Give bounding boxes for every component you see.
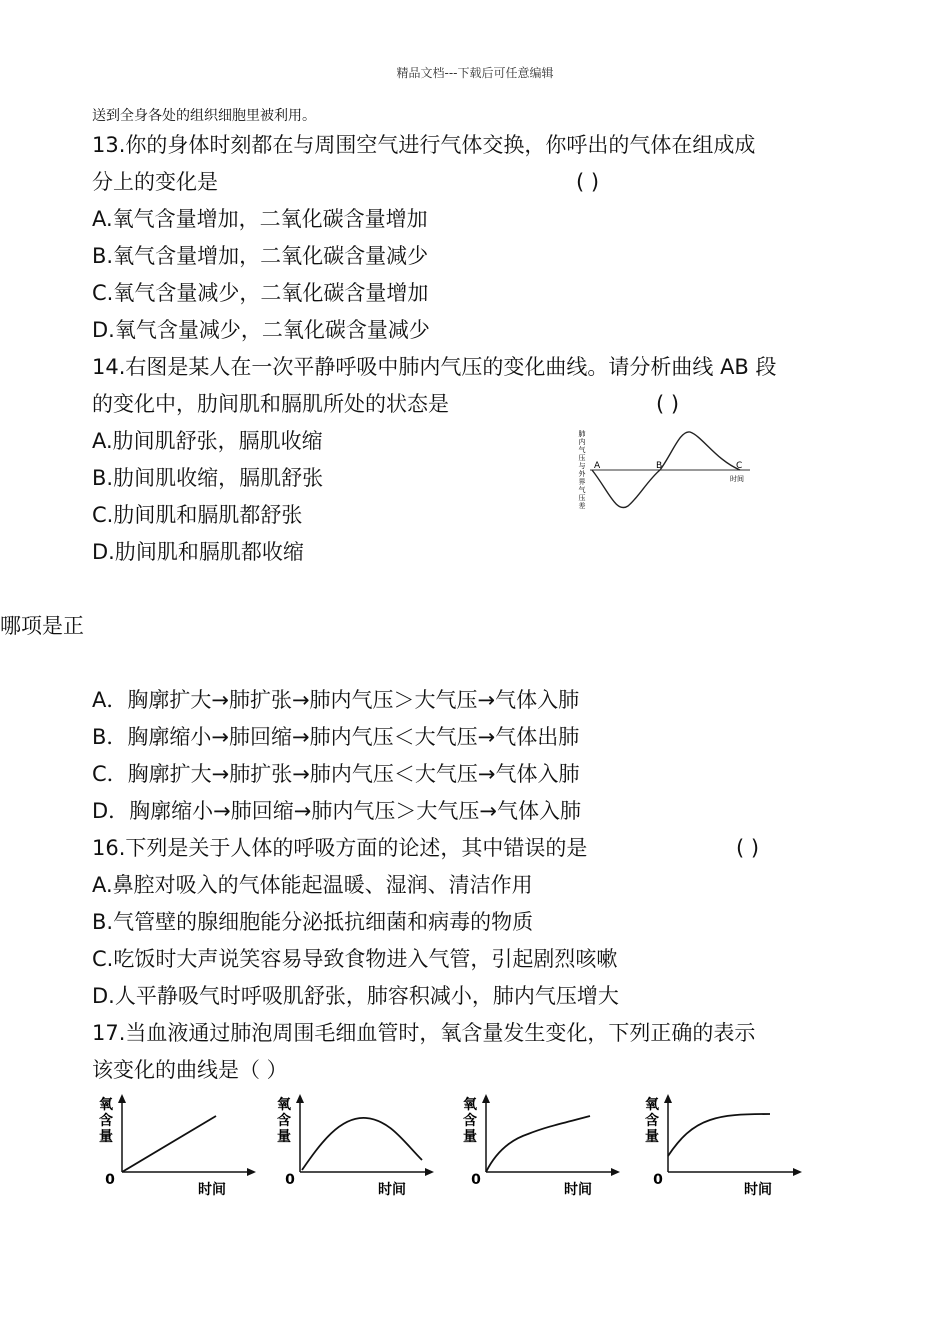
q14-option-b: B.肋间肌收缩，膈肌舒张: [92, 466, 324, 490]
q14-x-axis-label: 时间: [730, 475, 744, 483]
q17-graph-4-xlabel: 时间: [744, 1182, 772, 1198]
q17-graph-4: [638, 1094, 810, 1200]
q17-graph-3-origin: 0: [471, 1172, 481, 1188]
q17-graph-4-curve: [668, 1114, 770, 1156]
q14-point-a: A: [594, 461, 601, 471]
q17-graph-4-ylabel: 含: [645, 1113, 659, 1129]
q17-graph-2-origin: 0: [285, 1172, 295, 1188]
q16-answer-paren: ( ): [736, 836, 760, 860]
q17-graph-4-ylabel: 量: [645, 1129, 659, 1145]
q17-graph-2-xlabel: 时间: [378, 1182, 406, 1198]
q17-graph-1-origin: 0: [105, 1172, 115, 1188]
q13-answer-paren: ( ): [576, 170, 600, 194]
q17-graph-3: [456, 1094, 628, 1200]
q17-graph-4-x-arrow: [793, 1168, 802, 1176]
q14-point-c: C: [736, 461, 743, 471]
q17-graph-2-ylabel: 氧: [277, 1097, 291, 1113]
q17-graph-2-y-arrow: [296, 1094, 304, 1103]
q15-option-b: B．胸廓缩小→肺回缩→肺内气压＜大气压→气体出肺: [92, 725, 580, 749]
q17-graph-2-curve: [302, 1118, 422, 1170]
q14-y-label-char: 内: [578, 438, 586, 446]
q17-graph-2-x-arrow: [425, 1168, 434, 1176]
q15-option-c: C．胸廓扩大→肺扩张→肺内气压＜大气压→气体入肺: [92, 762, 580, 786]
q14-stem-line-2: 的变化中，肋间肌和膈肌所处的状态是: [92, 392, 449, 416]
q17-graph-3-x-arrow: [611, 1168, 620, 1176]
q14-stem-line-1: 14.右图是某人在一次平静呼吸中肺内气压的变化曲线。请分析曲线 AB 段: [92, 355, 777, 379]
page-header: 精品文档---下载后可任意编辑: [396, 66, 554, 80]
q14-y-label-char: 气: [578, 486, 586, 494]
q17-stem-line-1: 17.当血液通过肺泡周围毛细血管时，氧含量发生变化，下列正确的表示: [92, 1021, 756, 1045]
q14-option-a: A.肋间肌舒张，膈肌收缩: [92, 429, 323, 453]
q14-y-label-char: 压: [578, 454, 586, 462]
q16-option-d: D.人平静吸气时呼吸肌舒张，肺容积减小，肺内气压增大: [92, 984, 619, 1008]
q14-y-label-char: 界: [578, 478, 586, 486]
q17-stem-line-2: 该变化的曲线是（ ）: [92, 1058, 288, 1082]
q17-graph-3-curve: [486, 1116, 590, 1172]
q14-y-label-char: 气: [578, 446, 586, 454]
q17-graph-1-ylabel: 氧: [99, 1097, 113, 1113]
q17-graph-1-ylabel: 含: [99, 1113, 113, 1129]
q15-option-a: A．胸廓扩大→肺扩张→肺内气压＞大气压→气体入肺: [92, 688, 580, 712]
q13-stem-line-2: 分上的变化是: [92, 170, 218, 194]
q17-graph-1-x-arrow: [247, 1168, 256, 1176]
q13-option-d: D.氧气含量减少，二氧化碳含量减少: [92, 318, 430, 342]
q16-option-b: B.气管壁的腺细胞能分泌抵抗细菌和病毒的物质: [92, 910, 534, 934]
q17-graph-2-ylabel: 含: [277, 1113, 291, 1129]
q16-option-a: A.鼻腔对吸入的气体能起温暖、湿润、清洁作用: [92, 873, 533, 897]
q14-y-label-char: 与: [578, 462, 586, 470]
q14-y-label-char: 外: [578, 470, 586, 478]
q16-option-c: C.吃饭时大声说笑容易导致食物进入气管，引起剧烈咳嗽: [92, 947, 618, 971]
q14-option-c: C.肋间肌和膈肌都舒张: [92, 503, 303, 527]
q17-graph-1-y-arrow: [118, 1094, 126, 1103]
q15-stem-fragment: 哪项是正: [0, 614, 84, 638]
q14-pressure-figure: [576, 424, 756, 520]
q17-graph-3-y-arrow: [482, 1094, 490, 1103]
q14-option-d: D.肋间肌和膈肌都收缩: [92, 540, 304, 564]
q13-option-b: B.氧气含量增加，二氧化碳含量减少: [92, 244, 429, 268]
q17-graph-4-ylabel: 氧: [645, 1097, 659, 1113]
q17-graph-4-origin: 0: [653, 1172, 663, 1188]
q14-y-label-char: 差: [578, 502, 586, 510]
q17-graph-2-ylabel: 量: [277, 1129, 291, 1145]
q14-point-b: B: [656, 461, 663, 471]
q17-graph-3-ylabel: 含: [463, 1113, 477, 1129]
q14-y-label-char: 压: [578, 494, 586, 502]
q14-y-axis-label: [579, 429, 587, 510]
q17-graph-2: [270, 1094, 442, 1200]
q13-option-c: C.氧气含量减少，二氧化碳含量增加: [92, 281, 429, 305]
q16-stem: 16.下列是关于人体的呼吸方面的论述，其中错误的是: [92, 836, 588, 860]
q17-graph-4-y-arrow: [664, 1094, 672, 1103]
q14-answer-paren: ( ): [656, 392, 680, 416]
q13-stem-line-1: 13.你的身体时刻都在与周围空气进行气体交换，你呼出的气体在组成成: [92, 133, 756, 157]
q17-graph-1-curve: [122, 1116, 216, 1172]
q17-graph-1: [92, 1094, 264, 1200]
q17-graph-3-xlabel: 时间: [564, 1182, 592, 1198]
q17-graph-1-xlabel: 时间: [198, 1182, 226, 1198]
q17-graph-3-ylabel: 氧: [463, 1097, 477, 1113]
q14-y-label-char: 肺: [578, 430, 586, 438]
q17-graph-3-ylabel: 量: [463, 1129, 477, 1145]
q13-option-a: A.氧气含量增加，二氧化碳含量增加: [92, 207, 428, 231]
q15-option-d: D．胸廓缩小→肺回缩→肺内气压＞大气压→气体入肺: [92, 799, 581, 823]
intro-line: 送到全身各处的组织细胞里被利用。: [92, 108, 316, 124]
q17-graph-1-ylabel: 量: [99, 1129, 113, 1145]
